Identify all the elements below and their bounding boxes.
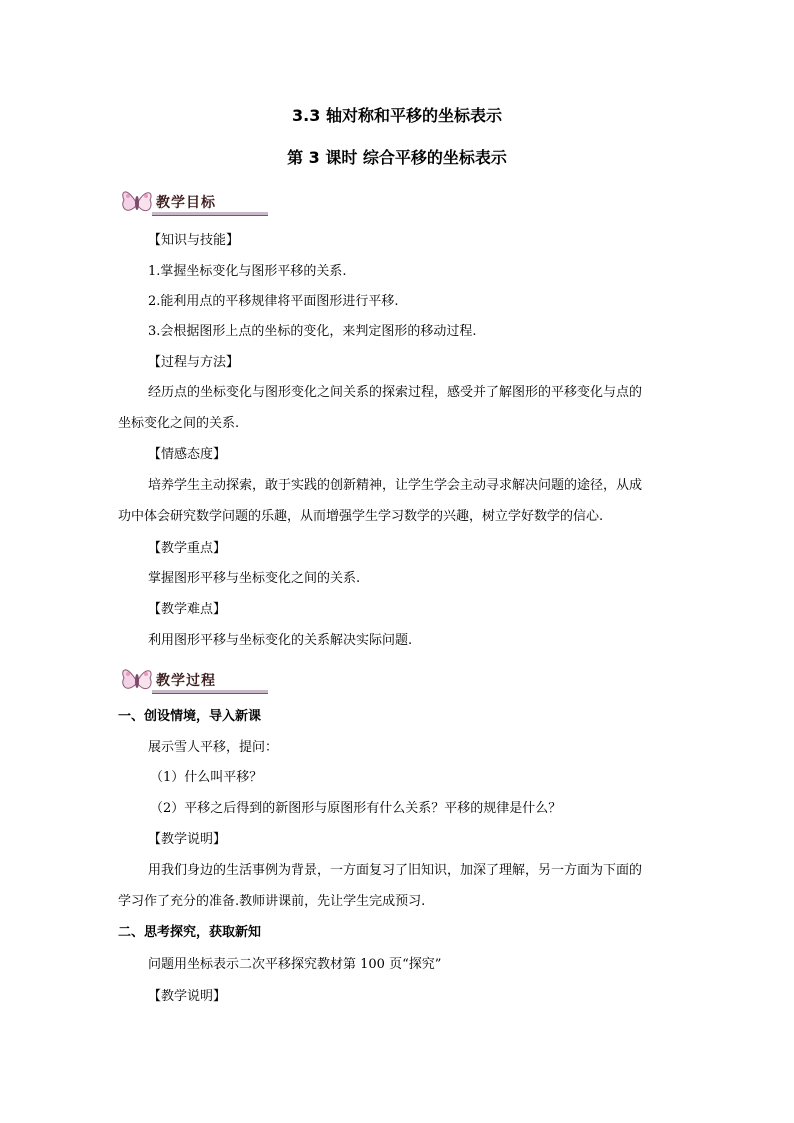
knowledge-item-3: 3.会根据图形上点的坐标的变化，来判定图形的移动过程.	[148, 324, 477, 339]
section-1-intro: 展示雪人平移，提问：	[148, 740, 279, 755]
banner-underline	[152, 212, 268, 216]
emotion-header: 【情感态度】	[148, 447, 227, 462]
section-1-title: 一、创设情境，导入新课	[118, 709, 262, 724]
banner-underline	[152, 690, 268, 694]
method-line-1: 经历点的坐标变化与图形变化之间关系的探索过程，感受并了解图形的平移变化与点的	[148, 385, 643, 400]
knowledge-item-1: 1.掌握坐标变化与图形平移的关系.	[148, 264, 347, 279]
knowledge-item-2: 2.能利用点的平移规律将平面图形进行平移.	[148, 294, 399, 309]
emotion-line-1: 培养学生主动探索，敢于实践的创新精神，让学生学会主动寻求解决问题的途径，从成	[148, 478, 643, 493]
emotion-line-2: 功中体会研究数学问题的乐趣，从而增强学生学习数学的兴趣，树立学好数学的信心.	[118, 509, 604, 524]
method-header: 【过程与方法】	[148, 355, 240, 370]
section-2-text: 问题用坐标表示二次平移探究教材第 100 页“探究”	[148, 957, 442, 972]
section-1-note-line-2: 学习作了充分的准备.教师讲课前，先让学生完成预习.	[118, 894, 426, 909]
difficulty-header: 【教学难点】	[148, 602, 227, 617]
page-title: 3.3 轴对称和平移的坐标表示	[292, 106, 502, 125]
banner-label: 教学目标	[156, 195, 216, 211]
method-line-2: 坐标变化之间的关系.	[118, 416, 240, 431]
section-1-note-line-1: 用我们身边的生活事例为背景，一方面复习了旧知识，加深了理解，另一方面为下面的	[148, 863, 643, 878]
key-point-header: 【教学重点】	[148, 541, 227, 556]
section-2-title: 二、思考探究，获取新知	[118, 925, 262, 940]
key-point-text: 掌握图形平移与坐标变化之间的关系.	[148, 571, 361, 586]
knowledge-header: 【知识与技能】	[148, 233, 240, 248]
section-1-note-header: 【教学说明】	[148, 832, 227, 847]
banner-label: 教学过程	[156, 673, 216, 689]
section-1-question-2: （2）平移之后得到的新图形与原图形有什么关系？平移的规律是什么？	[150, 801, 562, 816]
difficulty-text: 利用图形平移与坐标变化的关系解决实际问题.	[148, 633, 413, 648]
section-banner-process	[118, 662, 268, 698]
section-1-question-1: （1）什么叫平移？	[150, 770, 263, 785]
section-banner-goals	[118, 184, 268, 220]
section-2-note-header: 【教学说明】	[148, 989, 227, 1004]
lesson-subtitle: 第 3 课时 综合平移的坐标表示	[287, 148, 507, 167]
